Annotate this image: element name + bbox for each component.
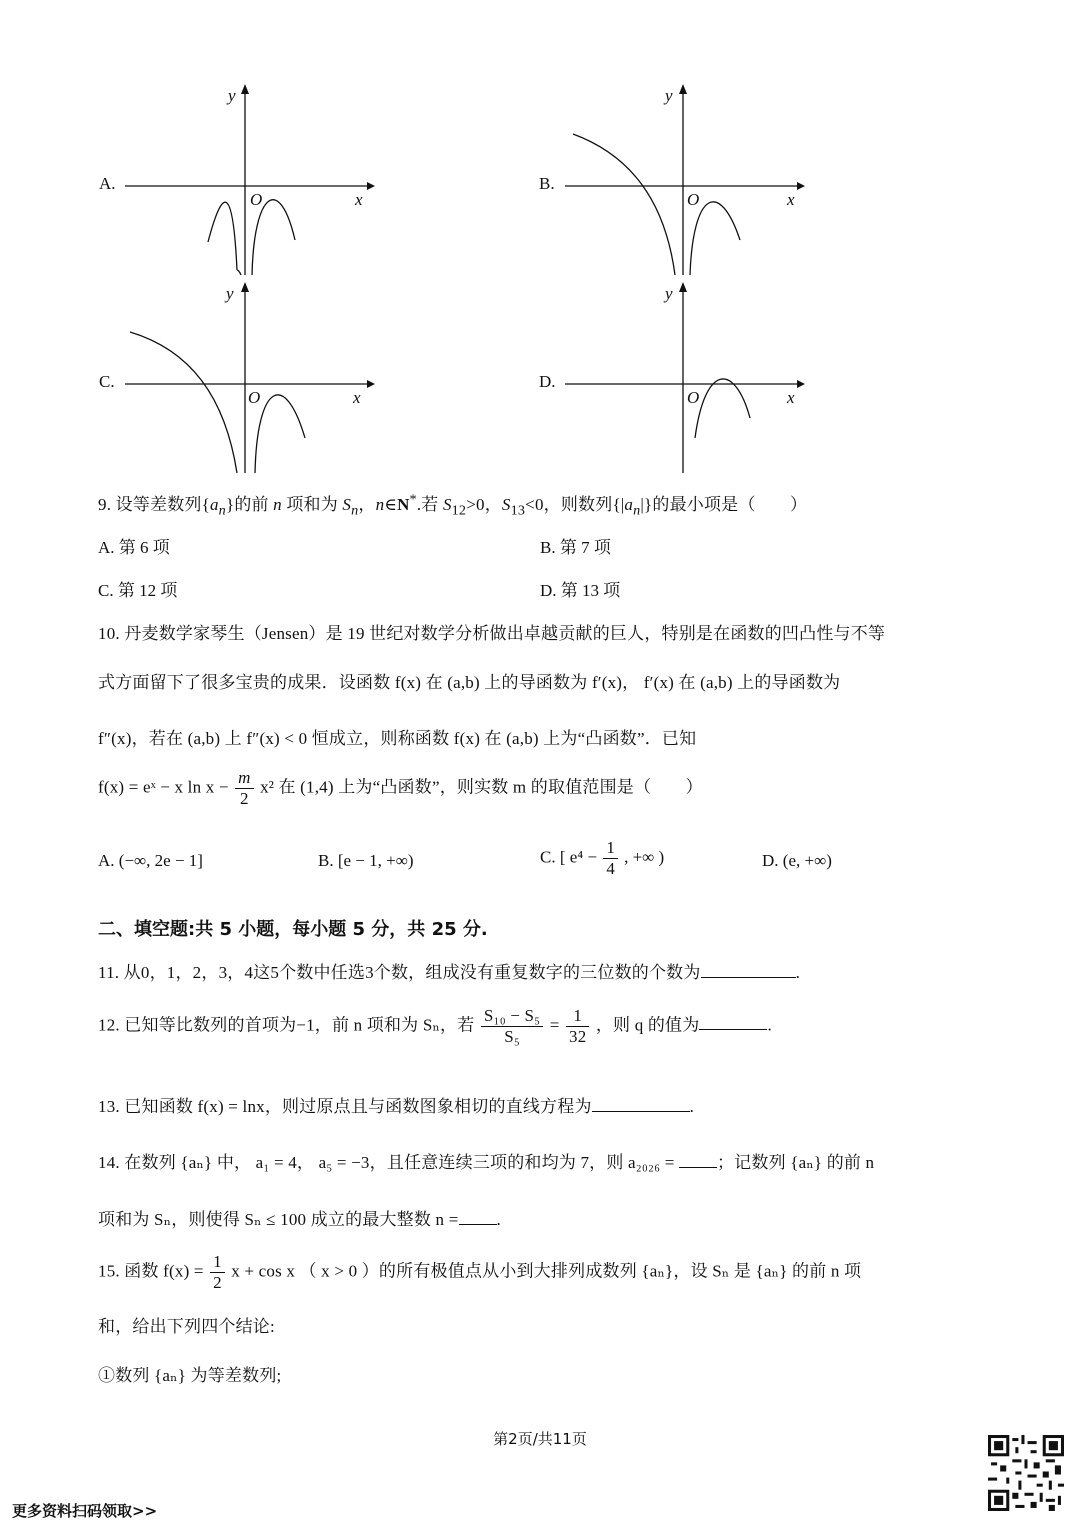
q10-choice-c-num: 1: [603, 838, 618, 859]
q10-line-4-pre: f(x) = eˣ − x ln x −: [98, 777, 229, 797]
graph-c: [95, 278, 385, 478]
q12-frac-1-num: S₁₀ − S₅: [481, 1006, 543, 1027]
q9-choice-c: C. 第 12 项: [98, 581, 178, 600]
q12-post: ，则 q 的值为: [595, 1015, 700, 1035]
graph-d-x-label: x: [787, 388, 795, 407]
graph-d-label: D.: [539, 372, 556, 391]
graph-c-origin: O: [248, 388, 261, 407]
q12-pre: 12. 已知等比数列的首项为−1，前 n 项和为 Sₙ，若: [98, 1015, 475, 1035]
graph-a: [95, 80, 385, 280]
graph-a-y-label: y: [228, 86, 236, 105]
q10-line-2: 式方面留下了很多宝贵的成果．设函数 f(x) 在 (a,b) 上的导函数为 f′(x)， f′(x) 在 (a,b) 上的导函数为: [98, 673, 841, 692]
q10-frac-num: m: [235, 768, 253, 789]
q9-n-sub: n: [218, 502, 226, 519]
question-14-line-2: [98, 1205, 501, 1230]
q9-s13: S: [501, 495, 511, 514]
q10-choice-c-frac: [603, 838, 618, 879]
q12-frac-1: [481, 1006, 543, 1047]
section-fill-in-title: 二、填空题:共 5 小题，每小题 5 分，共 25 分.: [98, 919, 488, 940]
q9-text-1: 9. 设等差数列{: [98, 495, 210, 514]
graph-a-x-label: x: [355, 190, 363, 209]
q14-line-2: 项和为 Sₙ，则使得 Sₙ ≤ 100 成立的最大整数 n =: [98, 1210, 459, 1229]
q10-choice-c-post: , +∞ ): [624, 847, 665, 867]
graph-b: [535, 80, 825, 280]
q9-text-8: <0，则数列{|: [525, 495, 625, 514]
q9-s12: S: [442, 495, 452, 514]
graph-c-label: C.: [99, 372, 115, 391]
q10-choice-c-den: 4: [606, 859, 615, 878]
q14-dot: .: [496, 1210, 501, 1229]
question-15-line-2: 和，给出下列四个结论:: [98, 1317, 275, 1336]
question-12: 12. 已知等比数列的首项为−1，前 n 项和为 Sₙ，若 $\frac{\text{S₁₀ − S₅}}{\text{S₅}}$ = $\frac{1}{32}$ ，则 q 的值为 .: [98, 1006, 772, 1046]
q9-a2-sub: n: [633, 502, 641, 519]
q15-frac: [210, 1252, 225, 1293]
question-9: [98, 490, 807, 519]
q9-s12-sub: 12: [451, 502, 467, 519]
graph-a-origin: O: [250, 190, 263, 209]
question-14-line-1: [98, 1148, 874, 1173]
graph-d-origin: O: [687, 388, 700, 407]
q9-text-9: |}的最小项是（ ）: [640, 495, 808, 514]
q9-n2: n: [375, 495, 385, 514]
q15-frac-den: 2: [213, 1273, 222, 1292]
q9-choice-d: D. 第 13 项: [540, 581, 621, 600]
q10-line-4-post: x² 在 (1,4) 上为“凸函数”，则实数 m 的取值范围是（ ）: [260, 777, 703, 797]
q10-fraction: [235, 768, 253, 809]
graph-c-x-label: x: [353, 388, 361, 407]
q9-text-5: ∈: [384, 495, 398, 514]
q10-line-4: [98, 768, 703, 809]
q14-answer-blank-1[interactable]: [679, 1151, 717, 1168]
q9-text-4: ，: [358, 495, 376, 514]
q9-text-6: .若: [416, 495, 443, 514]
q10-choice-c: [540, 838, 664, 879]
qr-code-icon[interactable]: [988, 1435, 1064, 1511]
q15-post: x + cos x （ x > 0 ）的所有极值点从小到大排列成数列 {aₙ}，设 Sₙ 是 {aₙ} 的前 n 项: [231, 1261, 862, 1281]
graph-a-svg: [95, 80, 385, 280]
q9-s13-sub: 13: [510, 502, 526, 519]
graph-d-y-label: y: [665, 284, 673, 303]
graph-b-x-label: x: [787, 190, 795, 209]
question-13: 13. 已知函数 f(x) = lnx，则过原点且与函数图象相切的直线方程为 .: [98, 1097, 695, 1116]
q12-frac-1-den: S₅: [504, 1027, 520, 1046]
q12-frac-2-den: 32: [569, 1027, 587, 1046]
q9-a2: a: [624, 495, 634, 514]
q9-choice-a: A. 第 6 项: [98, 538, 170, 557]
q9-text-2: }的前: [225, 495, 274, 514]
graph-d: [535, 278, 825, 478]
q11-answer-blank[interactable]: [701, 961, 796, 978]
q14-line-1: 14. 在数列 {aₙ} 中， a₁ = 4， a₅ = −3，且任意连续三项的和均为 7，则 a₂₀₂₆ =: [98, 1153, 675, 1172]
q10-choice-b: B. [e − 1, +∞): [318, 851, 414, 870]
q15-pre: 15. 函数 f(x) =: [98, 1261, 204, 1281]
q12-answer-blank[interactable]: [699, 1013, 767, 1030]
graph-b-label: B.: [539, 174, 555, 193]
graph-c-svg: [95, 278, 385, 478]
q9-choice-b: B. 第 7 项: [540, 538, 611, 557]
q12-eq: =: [549, 1015, 560, 1035]
graph-b-y-label: y: [665, 86, 673, 105]
q12-frac-2: [566, 1006, 589, 1047]
graph-b-origin: O: [687, 190, 700, 209]
question-11: 11. 从0，1，2，3，4这5个数中任选3个数，组成没有重复数字的三位数的个数为 .: [98, 963, 801, 982]
q9-n: n: [273, 495, 282, 514]
q9-text-3: 项和为: [281, 495, 343, 514]
q10-choice-a: A. (−∞, 2e − 1]: [98, 851, 203, 870]
graph-b-svg: [535, 80, 825, 280]
q9-a: a: [209, 495, 219, 514]
graph-d-svg: [535, 278, 825, 478]
q10-frac-den: 2: [240, 789, 249, 808]
q9-N: N: [397, 495, 410, 514]
more-resources-link[interactable]: 更多资料扫码领取>>: [12, 1502, 158, 1520]
q9-text-7: >0，: [466, 495, 502, 514]
q10-choice-c-pre: C. [ e⁴ −: [540, 847, 598, 867]
page-number: 第2页/共11页: [493, 1430, 587, 1448]
q9-s-sub: n: [351, 502, 359, 519]
q13-text: 13. 已知函数 f(x) = lnx，则过原点且与函数图象相切的直线方程为: [98, 1097, 592, 1116]
q15-frac-num: 1: [210, 1252, 225, 1273]
q10-choice-d: D. (e, +∞): [762, 851, 832, 870]
q11-text: 11. 从0，1，2，3，4这5个数中任选3个数，组成没有重复数字的三位数的个数为: [98, 963, 701, 982]
q14-line-1-post: ；记数列 {aₙ} 的前 n: [716, 1153, 875, 1172]
question-15-line-3: ①数列 {aₙ} 为等差数列;: [98, 1366, 282, 1385]
q13-answer-blank[interactable]: [592, 1095, 690, 1112]
q10-line-1: 10. 丹麦数学家琴生（Jensen）是 19 世纪对数学分析做出卓越贡献的巨人，特别是在函数的凹凸性与不等: [98, 624, 886, 643]
graph-a-label: A.: [99, 174, 116, 193]
question-15-line-1: [98, 1252, 861, 1293]
q9-s: S: [342, 495, 352, 514]
q14-answer-blank-2[interactable]: [459, 1208, 497, 1225]
q9-star: *: [409, 491, 417, 508]
q10-line-3: f″(x)，若在 (a,b) 上 f″(x) < 0 恒成立，则称函数 f(x) 在 (a,b) 上为“凸函数”．已知: [98, 729, 697, 748]
q12-frac-2-num: 1: [566, 1006, 589, 1027]
graph-c-y-label: y: [226, 284, 234, 303]
